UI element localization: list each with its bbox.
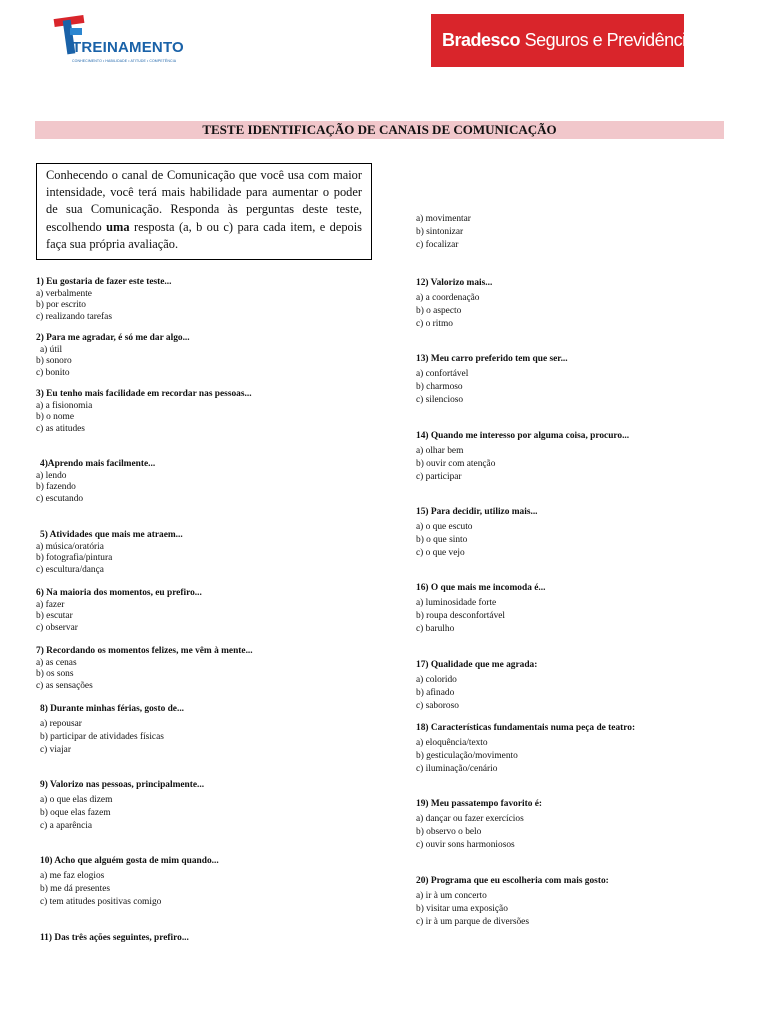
option-c: c) as atitudes — [36, 423, 85, 434]
question-11-options — [416, 213, 471, 252]
question-11-title-block — [40, 933, 189, 945]
question-title: 10) Acho que alguém gosta de mim quando... — [40, 856, 219, 866]
option-c: c) silencioso — [416, 394, 464, 405]
option-c: c) o que vejo — [416, 547, 465, 558]
option-b: b) sonoro — [36, 356, 72, 367]
question-title: 9) Valorizo nas pessoas, principalmente... — [40, 780, 205, 790]
option-c: c) tem atitudes positivas comigo — [40, 896, 162, 907]
option-b: b) o que sinto — [416, 534, 468, 545]
question-title: 12) Valorizo mais... — [416, 278, 493, 288]
option-b: b) me dá presentes — [40, 883, 111, 894]
option-a: a) movimentar — [416, 214, 471, 224]
option-c: c) escutando — [36, 493, 84, 504]
question-10 — [40, 856, 219, 909]
question-3 — [36, 389, 252, 435]
option-b: b) por escrito — [36, 300, 86, 311]
bradesco-logo — [431, 14, 696, 67]
question-title: 6) Na maioria dos momentos, eu prefiro... — [36, 588, 202, 598]
option-b: b) gesticulação/movimento — [416, 750, 518, 761]
option-a: a) música/oratória — [36, 541, 104, 552]
question-13 — [416, 354, 568, 407]
option-b: b) roupa desconfortável — [416, 610, 506, 621]
option-c: c) barulho — [416, 623, 455, 634]
question-9 — [40, 780, 204, 833]
intro-emphasis: uma — [106, 219, 130, 234]
intro-text-before: Conhecendo o canal de Comunicação que você usa com maior intensidade, você terá mais habilidade para aumentar o poder de sua Comunicação. Responda às perguntas deste teste, escolhendo — [46, 168, 362, 234]
option-a: a) o que escuto — [416, 521, 473, 532]
option-a: a) confortável — [416, 368, 469, 379]
option-b: b) visitar uma exposição — [416, 903, 508, 914]
option-c: c) observar — [36, 622, 78, 633]
question-title: 14) Quando me interesso por alguma coisa, procuro... — [416, 431, 630, 441]
option-c: c) o ritmo — [416, 318, 453, 329]
option-c: c) a aparência — [40, 820, 93, 831]
intro-box — [36, 163, 372, 260]
treinamento-logo-text: TREINAMENTO — [72, 39, 184, 56]
option-b: b) afinado — [416, 687, 455, 698]
question-12 — [416, 278, 492, 331]
question-14 — [416, 431, 629, 484]
option-a: a) ir à um concerto — [416, 890, 487, 901]
question-title: 15) Para decidir, utilizo mais... — [416, 507, 538, 517]
bradesco-brand: Bradesco — [442, 30, 521, 50]
option-a: a) eloquência/texto — [416, 737, 488, 748]
option-a: a) lendo — [36, 470, 67, 481]
option-b: b) os sons — [36, 669, 74, 680]
option-c: c) ir à um parque de diversões — [416, 916, 529, 927]
option-b: b) o aspecto — [416, 305, 462, 316]
intro-text-after: resposta (a, b ou c) para cada item, e depois faça sua própria avaliação. — [46, 219, 363, 251]
question-title: 3) Eu tenho mais facilidade em recordar nas pessoas... — [36, 389, 252, 399]
option-a: a) a fisionomia — [36, 400, 93, 411]
option-b: b) fotografia/pintura — [36, 553, 113, 564]
question-7 — [36, 646, 253, 692]
option-a: a) colorido — [416, 674, 457, 685]
option-b: b) observo o belo — [416, 826, 482, 837]
option-c: c) iluminação/cenário — [416, 763, 498, 774]
question-18 — [416, 723, 635, 776]
option-a: a) me faz elogios — [40, 870, 105, 881]
question-15 — [416, 507, 538, 560]
option-a: a) a coordenação — [416, 292, 480, 303]
question-title: 16) O que mais me incomoda é... — [416, 583, 546, 593]
option-a: a) verbalmente — [36, 288, 92, 299]
option-c: c) saboroso — [416, 700, 459, 711]
option-a: a) repousar — [40, 718, 82, 729]
question-2 — [36, 333, 190, 379]
question-16 — [416, 583, 545, 636]
treinamento-logo-tagline: CONHECIMENTO • HABILIDADE • ATITUDE • COMPETÊNCIA — [72, 59, 177, 63]
page-title: TESTE IDENTIFICAÇÃO DE CANAIS DE COMUNICAÇÃO — [35, 121, 724, 139]
option-a: a) útil — [40, 344, 63, 355]
option-b: b) oque elas fazem — [40, 807, 111, 818]
question-title: 17) Qualidade que me agrada: — [416, 660, 538, 670]
option-a: a) o que elas dizem — [40, 794, 113, 805]
option-c: c) bonito — [36, 367, 70, 378]
bradesco-suffix: Seguros e Previdência — [524, 30, 696, 50]
question-title: 20) Programa que eu escolheria com mais gosto: — [416, 876, 609, 886]
option-c: c) focalizar — [416, 240, 459, 250]
question-5 — [36, 530, 183, 576]
option-c: c) viajar — [40, 744, 71, 755]
bradesco-logo-text — [442, 30, 695, 51]
question-title: 11) Das três ações seguintes, prefiro... — [40, 933, 189, 943]
question-6 — [36, 588, 202, 634]
question-17 — [416, 660, 537, 713]
question-title: 8) Durante minhas férias, gosto de... — [40, 704, 185, 714]
question-title: 1) Eu gostaria de fazer este teste... — [36, 277, 172, 287]
option-b: b) ouvir com atenção — [416, 458, 496, 469]
option-a: a) luminosidade forte — [416, 597, 497, 608]
question-19 — [416, 799, 542, 852]
option-a: a) fazer — [36, 599, 65, 610]
option-c: c) escultura/dança — [36, 564, 104, 575]
option-b: b) escutar — [36, 611, 73, 622]
question-title: 19) Meu passatempo favorito é: — [416, 799, 543, 809]
question-8 — [40, 704, 184, 757]
option-b: b) sintonizar — [416, 227, 464, 237]
question-title: 13) Meu carro preferido tem que ser... — [416, 354, 568, 364]
option-c: c) participar — [416, 471, 462, 482]
option-a: a) dançar ou fazer exercícios — [416, 813, 524, 824]
option-a: a) olhar bem — [416, 445, 464, 456]
option-b: b) o nome — [36, 412, 75, 423]
question-1 — [36, 277, 171, 323]
option-b: b) fazendo — [36, 482, 76, 493]
option-b: b) charmoso — [416, 381, 463, 392]
treinamento-logo — [50, 14, 190, 74]
question-title: 5) Atividades que mais me atraem... — [40, 530, 183, 540]
question-4 — [36, 459, 155, 505]
question-title: 18) Características fundamentais numa peça de teatro: — [416, 723, 636, 733]
question-title: 2) Para me agradar, é só me dar algo... — [36, 333, 190, 343]
option-a: a) as cenas — [36, 657, 77, 668]
question-title: 4)Aprendo mais facilmente... — [40, 459, 156, 469]
question-20 — [416, 876, 609, 929]
option-b: b) participar de atividades físicas — [40, 731, 164, 742]
option-c: c) as sensações — [36, 680, 93, 691]
question-title: 7) Recordando os momentos felizes, me vêm à mente... — [36, 646, 253, 656]
option-c: c) realizando tarefas — [36, 311, 112, 322]
option-c: c) ouvir sons harmoniosos — [416, 839, 515, 850]
